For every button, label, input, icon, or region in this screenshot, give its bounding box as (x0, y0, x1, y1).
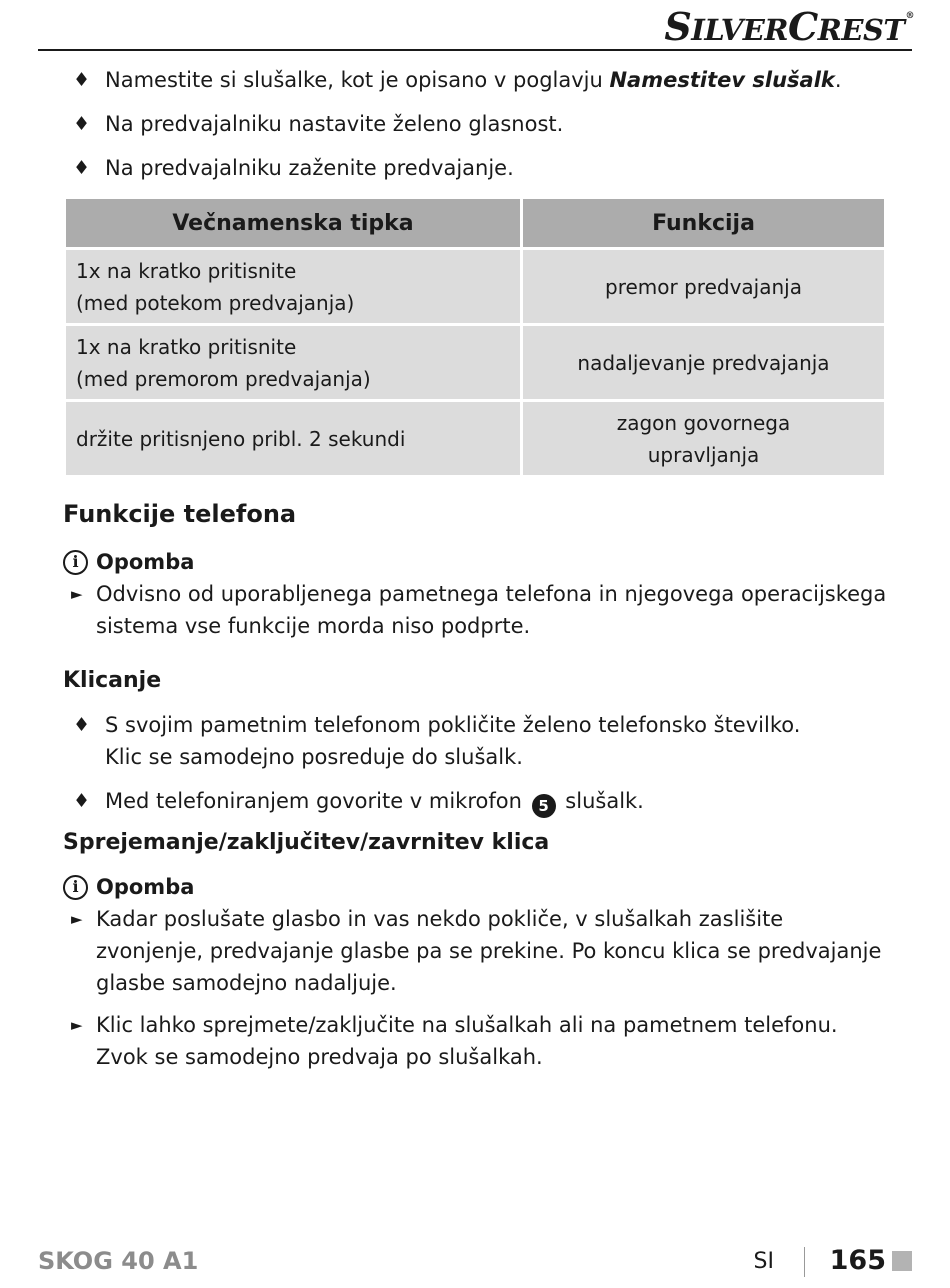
list-item: ♦ Na predvajalniku nastavite želeno glasnost. (63, 108, 893, 140)
diamond-bullet-icon: ♦ (73, 714, 91, 736)
list-item: ♦ Namestite si slušalke, kot je opisano v poglavju Namestitev slušalk. (63, 64, 893, 96)
section-title-phone-functions: Funkcije telefona (63, 500, 297, 528)
note-item: ► Odvisno od uporabljenega pametnega telefona in njegovega operacijskega sistema vse funkcije morda niso podprte. (63, 578, 893, 642)
diamond-bullet-icon: ♦ (73, 157, 91, 179)
part-number-badge: 5 (532, 794, 556, 818)
list-item: ♦ Na predvajalniku zaženite predvajanje. (63, 152, 893, 184)
page-content (63, 64, 893, 1083)
table-cell-action: držite pritisnjeno pribl. 2 sekundi (65, 401, 522, 477)
chapter-reference: Namestitev slušalk (609, 68, 835, 92)
note-block (63, 871, 893, 1073)
brand-logo: SILVERCREST® (664, 4, 914, 49)
table-row (65, 401, 886, 477)
table-header-function: Funkcija (522, 198, 886, 249)
diamond-bullet-icon: ♦ (73, 69, 91, 91)
table-header-row (65, 198, 886, 249)
table-header-button: Večnamenska tipka (65, 198, 522, 249)
page-number: 165 (829, 1245, 886, 1276)
table-row (65, 325, 886, 401)
list-item: ♦ S svojim pametnim telefonom pokličite želeno telefonsko številko. Klic se samodejno posreduje do slušalk. (63, 709, 893, 773)
table-cell-function: zagon govornega upravljanja (522, 401, 886, 477)
note-title: Opomba (96, 875, 195, 899)
note-block (63, 546, 893, 642)
footer-divider (804, 1247, 805, 1277)
arrow-bullet-icon: ► (71, 910, 83, 928)
arrow-bullet-icon: ► (71, 1016, 83, 1034)
note-header (63, 871, 893, 903)
note-item: ► Kadar poslušate glasbo in vas nekdo pokliče, v slušalkah zaslišite zvonjenje, predvajanje glasbe pa se prekine. Po koncu klica se predvajanje glasbe samodejno nadaljuje. (63, 903, 893, 999)
table-cell-function: premor predvajanja (522, 249, 886, 325)
list-item: ♦ Med telefoniranjem govorite v mikrofon 5 slušalk. (63, 785, 893, 818)
table-cell-action: 1x na kratko pritisnite (med potekom predvajanja) (65, 249, 522, 325)
subsection-title-accept-end-reject: Sprejemanje/zaključitev/zavrnitev klica (63, 830, 550, 855)
header-rule (38, 49, 912, 51)
info-icon: i (63, 550, 88, 575)
note-title: Opomba (96, 550, 195, 574)
table-cell-action: 1x na kratko pritisnite (med premorom predvajanja) (65, 325, 522, 401)
diamond-bullet-icon: ♦ (73, 790, 91, 812)
button-function-table (63, 196, 887, 478)
subsection-title-calling: Klicanje (63, 668, 162, 693)
note-item: ► Klic lahko sprejmete/zaključite na slušalkah ali na pametnem telefonu. Zvok se samodejno predvaja po slušalkah. (63, 1009, 893, 1073)
info-icon: i (63, 875, 88, 900)
table-row (65, 249, 886, 325)
page-footer (38, 1245, 912, 1281)
table-cell-function: nadaljevanje predvajanja (522, 325, 886, 401)
arrow-bullet-icon: ► (71, 585, 83, 603)
page-marker-square (892, 1251, 912, 1271)
diamond-bullet-icon: ♦ (73, 113, 91, 135)
language-code: SI (753, 1249, 774, 1274)
model-name: SKOG 40 A1 (38, 1247, 199, 1275)
note-header (63, 546, 893, 578)
